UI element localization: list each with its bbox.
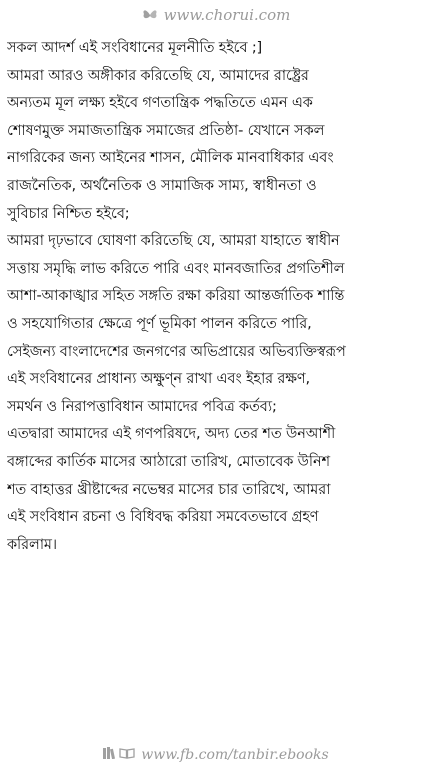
text-line: সত্তায় সমৃদ্ধি লাভ করিতে পারি এবং মানবজাতির প্রগতিশীল [7, 259, 345, 277]
text-line: সেইজন্য বাংলাদেশের জনগণের অভিপ্রায়ের অভিব্যক্তিস্বরূপ [7, 342, 346, 360]
text-line: বঙ্গাব্দের কার্তিক মাসের আঠারো তারিখ, মোতাবেক উনিশ [7, 452, 330, 470]
text-line: নাগরিকের জন্য আইনের শাসন, মৌলিক মানবাধিকার এবং [7, 149, 334, 167]
open-book-icon [119, 747, 135, 763]
books-icon [103, 747, 117, 763]
text-line: আমরা আরও অঙ্গীকার করিতেছি যে, আমাদের রাষ্ট্রের [7, 66, 309, 84]
text-line: সমর্থন ও নিরাপত্তাবিধান আমাদের পবিত্র কর্তব্য; [7, 397, 277, 415]
text-line: এতদ্বারা আমাদের এই গণপরিষদে, অদ্য তের শত উনআশী [7, 425, 336, 443]
butterfly-icon [142, 7, 158, 23]
footer-url[interactable]: www.fb.com/tanbir.ebooks [141, 747, 329, 763]
text-line: করিলাম। [7, 535, 57, 553]
text-line: আশা-আকাঙ্খার সহিত সঙ্গতি রক্ষা করিয়া আন্তর্জাতিক শান্তি [7, 287, 345, 305]
text-line: ও সহযোগিতার ক্ষেত্রে পূর্ণ ভূমিকা পালন করিতে পারি, [7, 314, 312, 332]
text-line: এই সংবিধানের প্রাধান্য অক্ষুণ্ন রাখা এবং ইহার রক্ষণ, [7, 370, 310, 388]
text-line: রাজনৈতিক, অর্থনৈতিক ও সামাজিক সাম্য, স্বাধীনতা ও [7, 176, 317, 194]
header-url[interactable]: www.chorui.com [163, 6, 291, 24]
text-line: এই সংবিধান রচনা ও বিধিবদ্ধ করিয়া সমবেতভাবে গ্রহণ [7, 508, 319, 526]
text-line: অন্যতম মূল লক্ষ্য হইবে গণতান্ত্রিক পদ্ধতিতে এমন এক [7, 94, 313, 112]
site-footer [0, 742, 432, 768]
site-header [0, 0, 432, 30]
text-line: শোষণমুক্ত সমাজতান্ত্রিক সমাজের প্রতিষ্ঠা- যেখানে সকল [7, 121, 325, 139]
text-line: সকল আদর্শ এই সংবিধানের মূলনীতি হইবে ;] [7, 39, 263, 56]
text-line: সুবিচার নিশ্চিত হইবে; [7, 204, 130, 222]
text-line: শত বাহাত্তর খ্রীষ্টাব্দের নভেম্বর মাসের চার তারিখে, আমরা [7, 480, 331, 498]
document-body [7, 34, 427, 558]
text-line: আমরা দৃঢ়ভাবে ঘোষণা করিতেছি যে, আমরা যাহাতে স্বাধীন [7, 232, 340, 250]
